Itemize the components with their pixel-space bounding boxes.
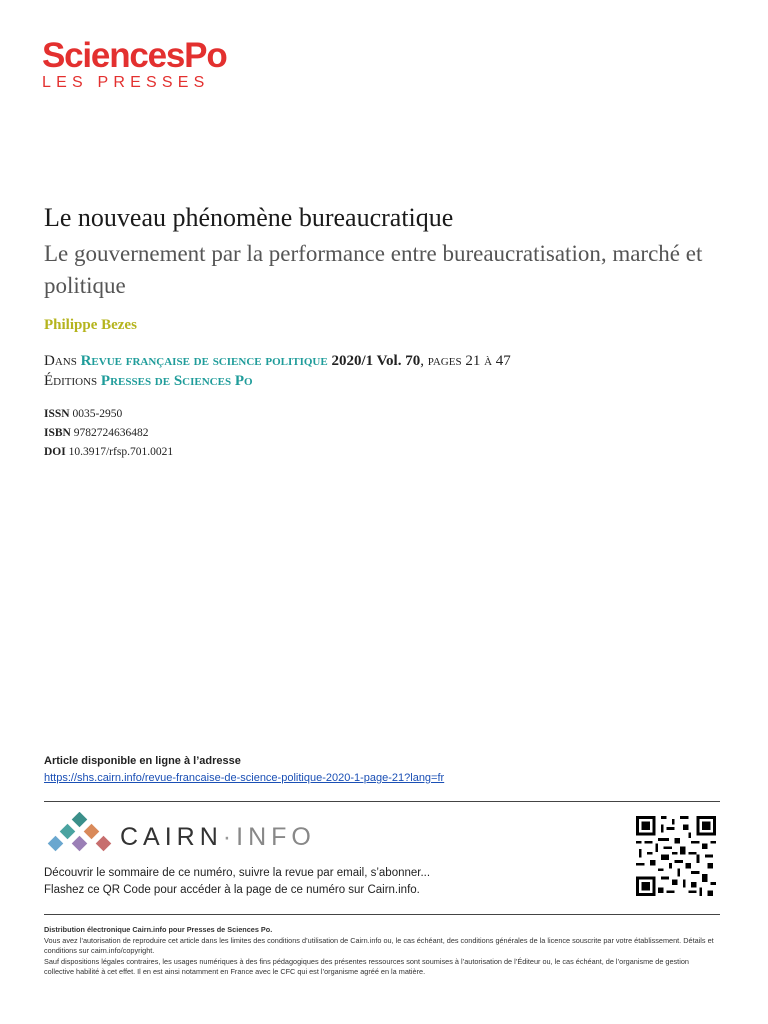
- distribution-para2: Sauf dispositions légales contraires, les usages numériques à des fins pédagogiques des présentes ressources sont soumises à l’autorisation de l’Éditeur ou, le cas échéant, de l’organisme de gestion collective habilité à cet effet. Il en est ainsi notamment en France avec le CFC qui est l’organisme agréé en la matière.: [44, 956, 689, 976]
- publisher-line: [44, 371, 253, 391]
- article-url-link[interactable]: https://shs.cairn.info/revue-francaise-de-science-politique-2020-1-page-21?lang=fr: [44, 772, 445, 784]
- pages-text: , pages 21 à 47: [420, 353, 511, 369]
- doi-label: DOI: [44, 446, 66, 458]
- issn-label: ISSN: [44, 408, 70, 420]
- logo-main-text: SciencesPo: [42, 36, 227, 75]
- distribution-heading: Distribution électronique Cairn.info pour Presses de Sciences Po.: [44, 925, 273, 934]
- divider-bottom: [44, 914, 720, 915]
- cairn-dot: ·: [222, 823, 237, 851]
- qr-code-icon[interactable]: [633, 816, 719, 896]
- issn-value: 0035-2950: [72, 408, 123, 420]
- cairn-wordmark: [120, 823, 316, 852]
- article-author[interactable]: Philippe Bezes: [44, 317, 137, 333]
- cairn-name: CAIRN: [120, 823, 223, 851]
- publisher-link[interactable]: Presses de Sciences Po: [100, 373, 253, 389]
- dans-label: Dans: [44, 353, 77, 369]
- availability-label: Article disponible en ligne à l’adresse: [44, 755, 241, 767]
- distribution-para1: Vous avez l’autorisation de reproduire cet article dans les limites des conditions d’utilisation de Cairn.info ou, le cas échéant, des conditions générales de la licence souscrite par votre établissement. Détails et conditions sur cairn.info/copyright.: [44, 935, 714, 955]
- logo-sub-text: LES PRESSES: [42, 74, 210, 91]
- isbn-label: ISBN: [44, 427, 71, 439]
- cairn-promo-line1: Découvrir le sommaire de ce numéro, suivre la revue par email, s’abonner...: [44, 867, 431, 879]
- article-subtitle: Le gouvernement par la performance entre bureaucratisation, marché et politique: [44, 241, 703, 298]
- isbn-value: 9782724636482: [73, 427, 149, 439]
- doi-line: [44, 443, 173, 462]
- journal-link[interactable]: Revue française de science politique: [80, 353, 328, 369]
- cairn-promo-line2: Flashez ce QR Code pour accéder à la page de ce numéro sur Cairn.info.: [44, 884, 420, 896]
- source-line: [44, 351, 511, 371]
- issn-line: [44, 405, 173, 424]
- doi-value[interactable]: 10.3917/rfsp.701.0021: [68, 446, 174, 458]
- cairn-tld: INFO: [236, 823, 316, 851]
- distribution-notice: [44, 925, 720, 978]
- sciencespo-logo: [42, 38, 227, 92]
- identifiers: [44, 405, 173, 462]
- divider-top: [44, 801, 720, 802]
- isbn-line: [44, 424, 173, 443]
- article-title: Le nouveau phénomène bureaucratique: [44, 203, 454, 232]
- editions-label: Éditions: [44, 373, 98, 389]
- issue-text: 2020/1 Vol. 70: [331, 353, 421, 369]
